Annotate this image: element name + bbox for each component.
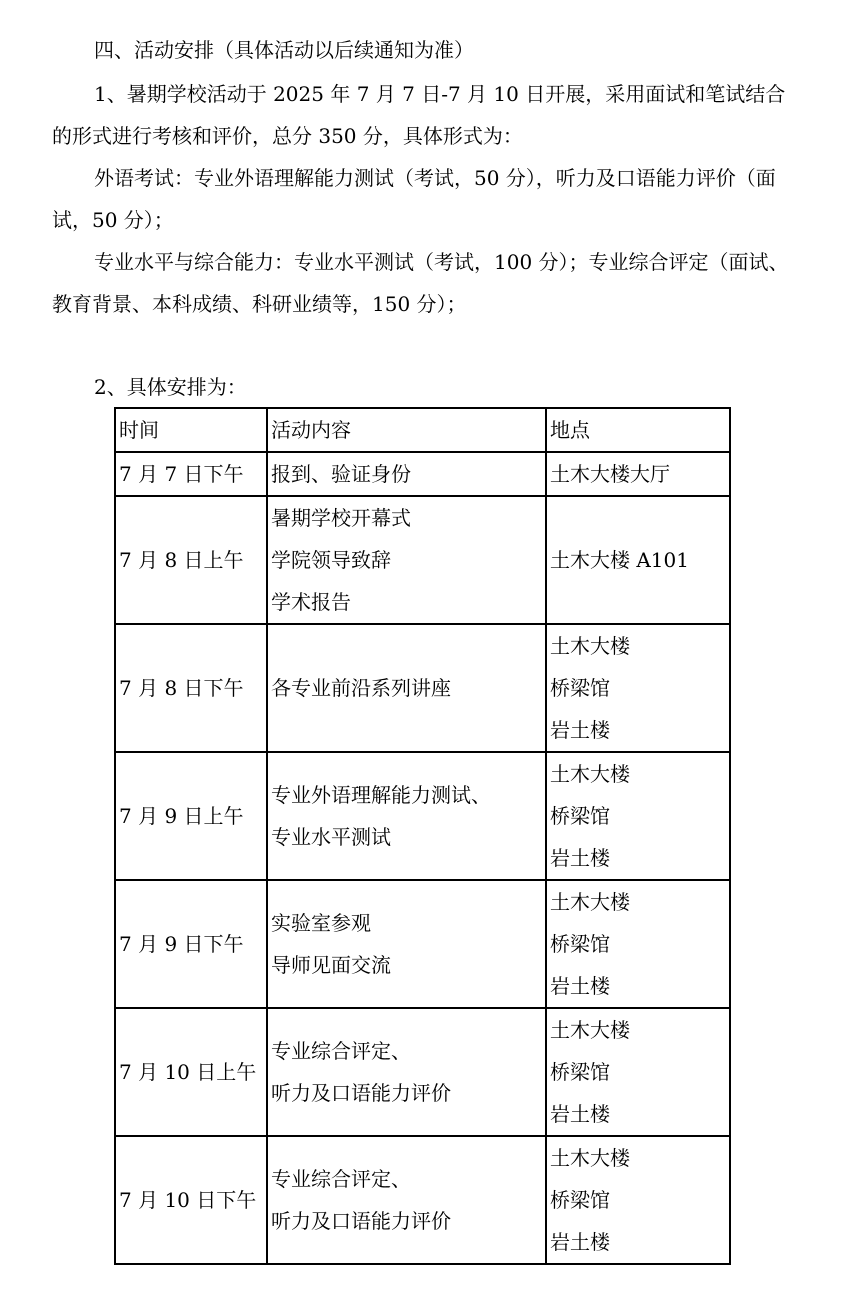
location-line: 土木大楼 — [550, 1146, 630, 1170]
paragraph-3-line-1: 专业水平与综合能力：专业水平测试（考试，100 分）；专业综合评定（面试、 — [94, 250, 789, 274]
table-header-activity: 活动内容 — [267, 408, 546, 452]
table-cell-location — [546, 624, 730, 752]
location-line: 桥梁馆 — [550, 1060, 610, 1084]
table-cell-location — [546, 496, 730, 624]
activity-line: 专业水平测试 — [271, 825, 391, 849]
paragraph-1-line-1: 1、暑期学校活动于 2025 年 7 月 7 日-7 月 10 日开展，采用面试和笔试结合 — [94, 82, 786, 106]
activity-line: 报到、验证身份 — [271, 462, 411, 486]
table-cell-time: 7 月 7 日下午 — [115, 452, 267, 496]
table-row — [115, 880, 730, 1008]
activity-line: 暑期学校开幕式 — [271, 506, 411, 530]
table-cell-location — [546, 1136, 730, 1264]
location-line: 桥梁馆 — [550, 676, 610, 700]
activity-line: 听力及口语能力评价 — [271, 1081, 451, 1105]
table-row — [115, 752, 730, 880]
schedule-table — [114, 407, 731, 1265]
table-cell-location — [546, 880, 730, 1008]
location-line: 桥梁馆 — [550, 1188, 610, 1212]
table-cell-activity — [267, 496, 546, 624]
table-cell-time: 7 月 10 日上午 — [115, 1008, 267, 1136]
location-line: 土木大楼 — [550, 634, 630, 658]
table-cell-location — [546, 752, 730, 880]
location-line: 土木大楼 — [550, 762, 630, 786]
table-header-location: 地点 — [546, 408, 730, 452]
table-cell-activity — [267, 880, 546, 1008]
table-cell-time: 7 月 9 日下午 — [115, 880, 267, 1008]
table-cell-time: 7 月 9 日上午 — [115, 752, 267, 880]
activity-line: 专业外语理解能力测试、 — [271, 783, 491, 807]
activity-line: 学院领导致辞 — [271, 548, 391, 572]
paragraph-1-line-2: 的形式进行考核和评价，总分 350 分，具体形式为： — [52, 124, 523, 148]
section-heading: 四、活动安排（具体活动以后续通知为准） — [94, 38, 474, 62]
activity-line: 听力及口语能力评价 — [271, 1209, 451, 1233]
schedule-table-body — [115, 408, 730, 1264]
activity-line: 各专业前沿系列讲座 — [271, 676, 451, 700]
table-cell-location — [546, 1008, 730, 1136]
table-cell-time: 7 月 8 日下午 — [115, 624, 267, 752]
table-row — [115, 452, 730, 496]
table-cell-time: 7 月 10 日下午 — [115, 1136, 267, 1264]
table-cell-activity — [267, 752, 546, 880]
table-row — [115, 1136, 730, 1264]
table-cell-activity — [267, 1008, 546, 1136]
activity-line: 专业综合评定、 — [271, 1167, 411, 1191]
table-cell-location — [546, 452, 730, 496]
location-line: 土木大楼 — [550, 890, 630, 914]
table-header-time: 时间 — [115, 408, 267, 452]
activity-line: 专业综合评定、 — [271, 1039, 411, 1063]
paragraph-2-line-1: 外语考试：专业外语理解能力测试（考试，50 分），听力及口语能力评价（面 — [94, 166, 776, 190]
location-line: 岩土楼 — [550, 974, 610, 998]
location-line: 土木大楼 — [550, 1018, 630, 1042]
table-cell-activity — [267, 1136, 546, 1264]
paragraph-2-line-2: 试，50 分）； — [52, 208, 174, 232]
table-cell-activity — [267, 624, 546, 752]
location-line: 土木大楼大厅 — [550, 462, 670, 486]
location-line: 岩土楼 — [550, 1230, 610, 1254]
table-row — [115, 1008, 730, 1136]
arrangement-heading: 2、具体安排为： — [94, 375, 247, 399]
table-header-row — [115, 408, 730, 452]
activity-line: 导师见面交流 — [271, 953, 391, 977]
location-line: 土木大楼 A101 — [550, 548, 689, 572]
location-line: 桥梁馆 — [550, 932, 610, 956]
location-line: 岩土楼 — [550, 846, 610, 870]
table-cell-activity — [267, 452, 546, 496]
activity-line: 学术报告 — [271, 590, 351, 614]
location-line: 岩土楼 — [550, 1102, 610, 1126]
table-cell-time: 7 月 8 日上午 — [115, 496, 267, 624]
table-row — [115, 624, 730, 752]
table-row — [115, 496, 730, 624]
activity-line: 实验室参观 — [271, 911, 371, 935]
location-line: 桥梁馆 — [550, 804, 610, 828]
location-line: 岩土楼 — [550, 718, 610, 742]
paragraph-3-line-2: 教育背景、本科成绩、科研业绩等，150 分）； — [52, 292, 467, 316]
